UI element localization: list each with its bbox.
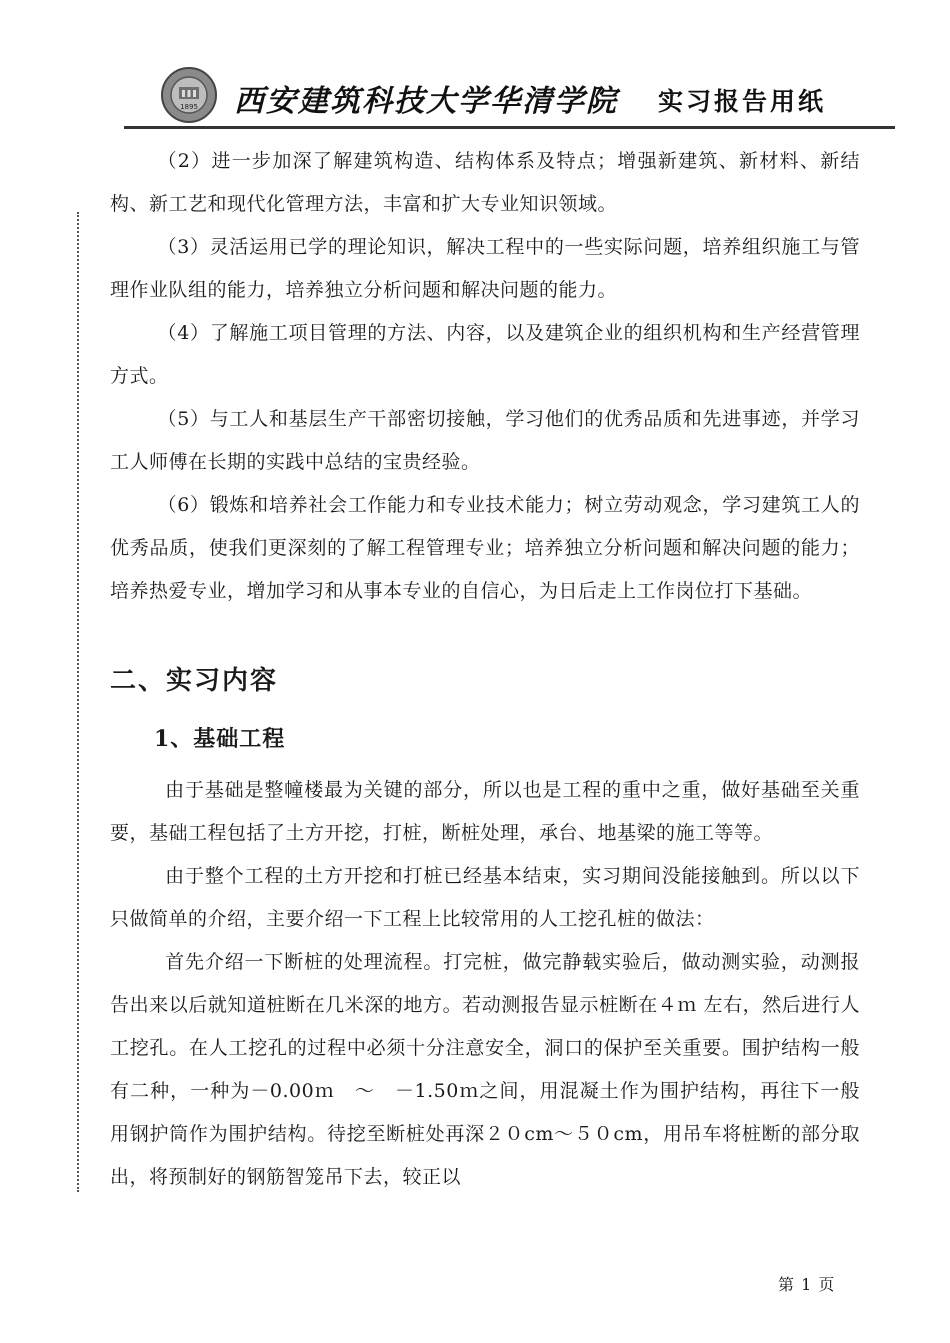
binding-margin-line	[77, 212, 79, 1192]
report-body	[110, 140, 860, 1199]
section-heading: 二、实习内容	[110, 666, 279, 696]
objective-item-4: （4）了解施工项目管理的方法、内容，以及建筑企业的组织机构和生产经营管理方式。	[110, 322, 860, 387]
foundation-paragraph: 由于基础是整幢楼最为关键的部分，所以也是工程的重中之重，做好基础至关重要，基础工程包括了土方开挖，打桩，断桩处理，承台、地基梁的施工等等。	[110, 779, 860, 844]
objective-item-3: （3）灵活运用已学的理论知识，解决工程中的一些实际问题，培养组织施工与管理作业队组的能力，培养独立分析问题和解决问题的能力。	[110, 236, 860, 301]
school-seal-logo	[160, 66, 218, 124]
objective-item-5: （5）与工人和基层生产干部密切接触，学习他们的优秀品质和先进事迹，并学习工人师傅在长期的实践中总结的宝贵经验。	[110, 408, 860, 473]
page-number: 第 1 页	[778, 1275, 836, 1294]
school-name: 西安建筑科技大学华清学院	[234, 84, 618, 119]
sub-heading: 1、基础工程	[154, 726, 286, 752]
objective-item-2: （2）进一步加深了解建筑构造、结构体系及特点；增强新建筑、新材料、新结构、新工艺和现代化管理方法，丰富和扩大专业知识领域。	[110, 150, 860, 215]
page-header	[160, 60, 880, 132]
foundation-paragraph: 由于整个工程的土方开挖和打桩已经基本结束，实习期间没能接触到。所以以下只做简单的介绍，主要介绍一下工程上比较常用的人工挖孔桩的做法：	[110, 865, 860, 930]
foundation-paragraph: 首先介绍一下断桩的处理流程。打完桩，做完静载实验后，做动测实验，动测报告出来以后就知道桩断在几米深的地方。若动测报告显示桩断在４ｍ 左右，然后进行人工挖孔。在人工挖孔的过程中必须十分注意安全，洞口的保护至关重要。围护结构一般有二种，一种为－0.00ｍ ～ －1.50ｍ之间，用混凝土作为围护结构，再往下一般用钢护筒作为围护结构。待挖至断桩处再深２０cm～５０cm，用吊车将桩断的部分取出，将预制好的钢筋智笼吊下去，较正以	[110, 951, 860, 1188]
svg-text:1895: 1895	[180, 103, 198, 111]
header-divider	[124, 126, 895, 129]
objective-item-6: （6）锻炼和培养社会工作能力和专业技术能力；树立劳动观念，学习建筑工人的优秀品质，使我们更深刻的了解工程管理专业；培养独立分析问题和解决问题的能力；培养热爱专业，增加学习和从事本专业的自信心，为日后走上工作岗位打下基础。	[110, 494, 860, 602]
report-paper-label: 实习报告用纸	[658, 87, 827, 116]
